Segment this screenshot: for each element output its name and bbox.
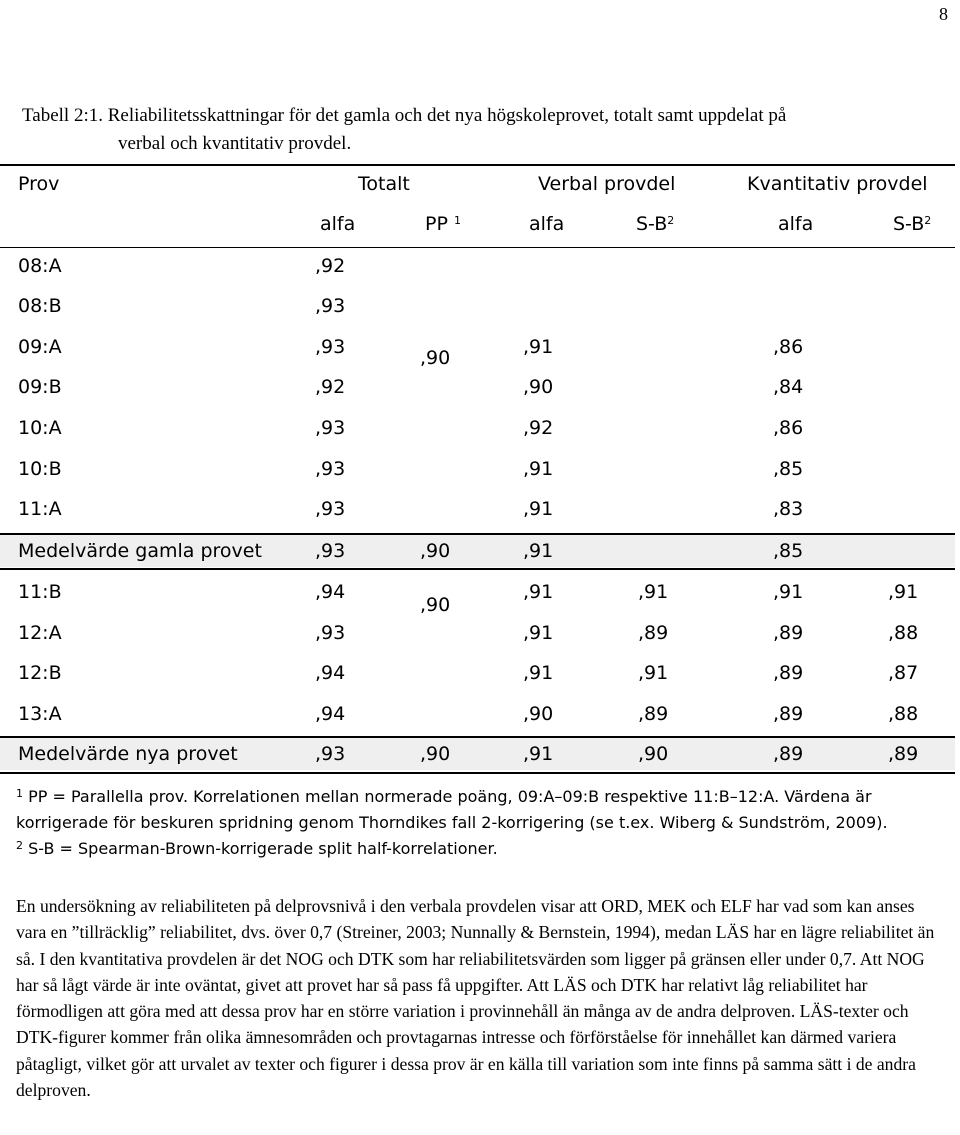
page-number: 8 [939,4,948,24]
row-verbal-alfa: ,91 [523,581,554,603]
row-kvant-alfa: ,89 [773,622,804,644]
row-kvant-alfa: ,83 [773,498,804,520]
row-verbal-alfa: ,92 [523,417,554,439]
body-paragraph: En undersökning av reliabiliteten på delprovsnivå i den verbala provdelen visar att ORD, MEK och ELF har vad som kan anses vara en ”tillräcklig” reliabilitet, dvs. över 0,7 (Streiner, 2003; Nunnally & Bernstein, 1994), medan LÄS har en lägre reliabilitet än så. I den kvantitativa provdelen är det NOG och DTK som har reliabilitetsvärden som ligger på gränsen eller under 0,7. Att NOG har så lågt värde är inte oväntat, givet att provet har så pass få uppgifter. Att LÄS och DTK har relativt låg reliabilitet har förmodligen att göra med att dessa prov har en större variation i provinnehåll än många av de andra delproven. LÄS-texter och DTK-figurer kommer från olika ämnesområden och provtagarnas intresse och förförståelse för innehållet kan därmed variera påtagligt, vilket gör att urvalet av texter och figurer i dessa prov är en källa till variation som inte finns på samma sätt i de andra delproven. [16,896,935,1101]
sb-footnote-mark: 2 [924,214,932,227]
row-prov: 11:A [18,498,62,520]
subheader-verbal-sb [636,212,674,236]
pp-footnote-mark: 1 [453,214,461,227]
sb-text: S-B [893,213,925,235]
caption-line-2: verbal och kvantitativ provdel. [118,133,352,154]
row-total-alfa: ,94 [315,581,346,603]
row-kvant-alfa: ,84 [773,376,804,398]
pp-text: PP [425,213,448,235]
header-bottom-rule [0,247,955,248]
header-prov: Prov [18,173,60,195]
footnote-1-line-1 [16,784,951,810]
row-verbal-sb: ,91 [638,662,669,684]
mean-pp: ,90 [420,540,451,562]
mean-pp: ,90 [420,743,451,765]
row-verbal-alfa: ,91 [523,662,554,684]
header-kvantitativ: Kvantitativ provdel [747,173,928,195]
row-kvant-alfa: ,86 [773,336,804,358]
row-prov: 08:A [18,255,62,277]
row-verbal-sb: ,89 [638,622,669,644]
old-mean-bottom-rule [0,568,955,570]
mean-verbal-sb: ,90 [638,743,669,765]
row-total-alfa: ,93 [315,458,346,480]
subheader-total-alfa: alfa [320,213,356,235]
row-total-alfa: ,93 [315,622,346,644]
footnote-2-mark: 2 [16,839,23,852]
sb-text: S-B [636,213,668,235]
row-total-alfa: ,93 [315,498,346,520]
row-kvant-alfa: ,89 [773,703,804,725]
row-kvant-sb: ,91 [888,581,919,603]
old-mean-top-rule [0,533,955,535]
mean-label: Medelvärde gamla provet [18,540,262,562]
row-total-alfa: ,93 [315,417,346,439]
new-mean-top-rule [0,736,955,738]
row-verbal-sb: ,89 [638,703,669,725]
mean-total-alfa: ,93 [315,540,346,562]
table-footnotes [16,784,951,862]
row-verbal-alfa: ,90 [523,703,554,725]
row-total-alfa: ,92 [315,255,346,277]
row-prov: 09:B [18,376,62,398]
footnote-1-mark: 1 [16,787,23,800]
subheader-kvant-sb [893,212,931,236]
caption-line-1: Tabell 2:1. Reliabilitetsskattningar för det gamla och det nya högskoleprovet, totalt samt uppdelat på [22,105,787,126]
row-kvant-sb: ,88 [888,622,919,644]
row-kvant-alfa: ,86 [773,417,804,439]
row-prov: 10:B [18,458,62,480]
row-prov: 08:B [18,295,62,317]
row-kvant-alfa: ,91 [773,581,804,603]
row-kvant-sb: ,88 [888,703,919,725]
row-verbal-alfa: ,91 [523,458,554,480]
new-pp-value: ,90 [420,594,451,616]
row-total-alfa: ,94 [315,662,346,684]
row-prov: 12:A [18,622,62,644]
table-top-rule [0,164,955,166]
mean-kvant-alfa: ,85 [773,540,804,562]
row-kvant-sb: ,87 [888,662,919,684]
mean-verbal-alfa: ,91 [523,540,554,562]
row-kvant-alfa: ,89 [773,662,804,684]
table-caption [22,102,952,158]
sb-footnote-mark: 2 [667,214,675,227]
mean-verbal-alfa: ,91 [523,743,554,765]
mean-kvant-sb: ,89 [888,743,919,765]
mean-kvant-alfa: ,89 [773,743,804,765]
footnote-1-text: PP = Parallella prov. Korrelationen mellan normerade poäng, 09:A–09:B respektive 11:B–12:A. Värdena är [28,787,872,806]
subheader-kvant-alfa: alfa [778,213,814,235]
row-prov: 12:B [18,662,62,684]
row-verbal-alfa: ,91 [523,622,554,644]
row-prov: 10:A [18,417,62,439]
row-prov: 09:A [18,336,62,358]
row-total-alfa: ,92 [315,376,346,398]
subheader-verbal-alfa: alfa [529,213,565,235]
row-verbal-alfa: ,91 [523,336,554,358]
mean-total-alfa: ,93 [315,743,346,765]
footnote-2-text: S-B = Spearman-Brown-korrigerade split half-korrelationer. [28,839,498,858]
header-verbal: Verbal provdel [538,173,676,195]
row-total-alfa: ,93 [315,336,346,358]
row-prov: 11:B [18,581,62,603]
row-kvant-alfa: ,85 [773,458,804,480]
row-verbal-alfa: ,90 [523,376,554,398]
table-bottom-rule [0,772,955,774]
subheader-pp [425,212,461,236]
header-totalt: Totalt [358,173,410,195]
row-verbal-sb: ,91 [638,581,669,603]
row-total-alfa: ,93 [315,295,346,317]
row-verbal-alfa: ,91 [523,498,554,520]
footnote-1-line-2: korrigerade för beskuren spridning genom Thorndikes fall 2-korrigering (se t.ex. Wiberg & Sundström, 2009). [16,813,888,832]
row-total-alfa: ,94 [315,703,346,725]
old-pp-value: ,90 [420,347,451,369]
footnote-2-line [16,836,951,862]
mean-label: Medelvärde nya provet [18,743,238,765]
row-prov: 13:A [18,703,62,725]
